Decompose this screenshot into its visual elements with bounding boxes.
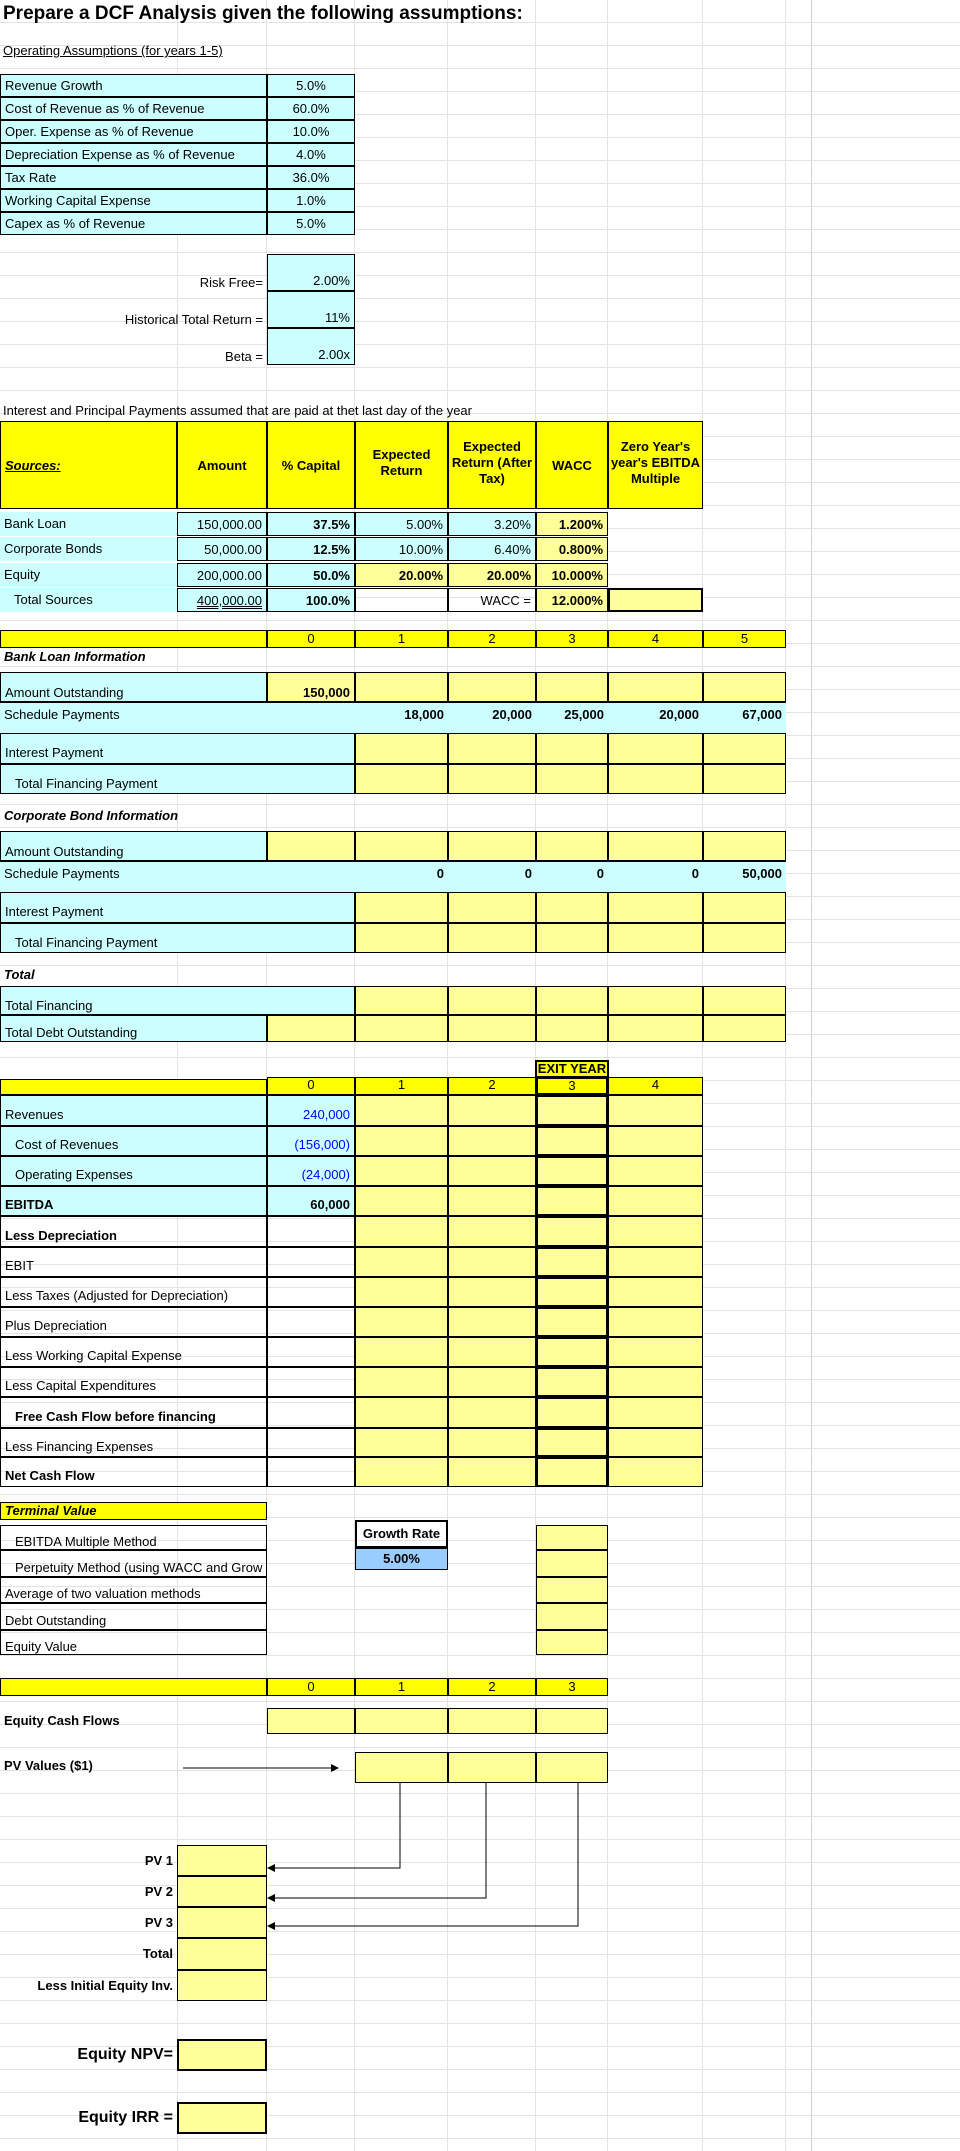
wacc-total-label: WACC =: [448, 588, 536, 612]
op-assumption-label: Tax Rate: [0, 166, 267, 189]
total-debt-label: Total Debt Outstanding: [0, 1015, 267, 1042]
source-pct-capital[interactable]: 12.5%: [267, 537, 355, 561]
op-assumption-label: Cost of Revenue as % of Revenue: [0, 97, 267, 120]
pct-capital-header: % Capital: [267, 421, 355, 509]
bond-total-label: Total Financing Payment: [0, 923, 355, 953]
bond-sched-payment[interactable]: 0: [536, 861, 608, 892]
cf-year-header-3: 3: [536, 1077, 608, 1095]
cf-row-label: EBITDA: [0, 1186, 267, 1216]
op-assumption-value[interactable]: 1.0%: [267, 189, 355, 212]
cf-row-label: Net Cash Flow: [0, 1457, 267, 1487]
source-pct-capital[interactable]: 37.5%: [267, 512, 355, 536]
cf-year-header-0: 0: [267, 1077, 355, 1095]
source-wacc[interactable]: 0.800%: [536, 537, 608, 561]
cf-row-label: Operating Expenses: [0, 1156, 267, 1186]
cf-row-label: Cost of Revenues: [0, 1126, 267, 1156]
op-assumptions-heading: Operating Assumptions (for years 1-5): [3, 43, 223, 58]
bank-sched-payment[interactable]: 18,000: [355, 702, 448, 733]
bank-sched-payment[interactable]: 20,000: [608, 702, 703, 733]
sources-header: Sources:: [0, 421, 177, 509]
risk-free-value[interactable]: 2.00%: [267, 254, 355, 291]
terminal-row-label: Perpetuity Method (using WACC and Grow: [0, 1550, 267, 1577]
equity-irr-label: Equity IRR =: [78, 2109, 173, 2126]
op-assumption-label: Working Capital Expense: [0, 189, 267, 212]
source-label: Corporate Bonds: [0, 537, 177, 561]
year-header-1: 1: [355, 630, 448, 648]
cf-year-header-2: 2: [448, 1077, 536, 1095]
total-sources-label: Total Sources: [0, 588, 177, 612]
equity-year-header-2: 2: [448, 1678, 536, 1696]
beta-label: Beta =: [225, 349, 263, 364]
expected-return-after-tax-header: Expected Return (After Tax): [448, 421, 536, 509]
cf-row-label: Less Taxes (Adjusted for Depreciation): [0, 1277, 267, 1307]
total-sources-amount[interactable]: 400,000.00: [177, 588, 267, 612]
cf-row-label: Less Working Capital Expense: [0, 1337, 267, 1367]
totals-heading: Total: [4, 967, 35, 982]
bank-total-label: Total Financing Payment: [0, 764, 355, 794]
historical-return-value[interactable]: 11%: [267, 291, 355, 328]
sheet-title: Prepare a DCF Analysis given the following assumptions:: [3, 3, 523, 24]
cf-year0-value[interactable]: 240,000: [267, 1095, 355, 1126]
pv3-arrow: [268, 1783, 578, 1926]
source-label: Bank Loan: [0, 512, 177, 536]
source-expected-return[interactable]: 5.00%: [355, 512, 448, 536]
total-financing-label: Total Financing: [0, 986, 355, 1015]
historical-return-label: Historical Total Return =: [124, 312, 263, 327]
op-assumption-value[interactable]: 36.0%: [267, 166, 355, 189]
bank-interest-label: Interest Payment: [0, 733, 355, 764]
pv-row-label: Total: [142, 1946, 173, 1961]
cf-year-header-1: 1: [355, 1077, 448, 1095]
op-assumption-label: Oper. Expense as % of Revenue: [0, 120, 267, 143]
expected-return-header: Expected Return: [355, 421, 448, 509]
bank-sched-payment[interactable]: 25,000: [536, 702, 608, 733]
cf-row-label: Plus Depreciation: [0, 1307, 267, 1337]
bank-amount-label: Amount Outstanding: [0, 672, 267, 702]
cf-year-header-4: 4: [608, 1077, 703, 1095]
interest-note: Interest and Principal Payments assumed that are paid at thet last day of the year: [3, 403, 472, 418]
total-pct-capital[interactable]: 100.0%: [267, 588, 355, 612]
cf-year0-value[interactable]: 60,000: [267, 1186, 355, 1216]
bond-sched-payment[interactable]: 50,000: [703, 861, 786, 892]
terminal-row-label: Equity Value: [0, 1630, 267, 1655]
bond-sched-label: Schedule Payments: [0, 861, 355, 892]
op-assumption-label: Depreciation Expense as % of Revenue: [0, 143, 267, 166]
pv2-arrow: [268, 1783, 486, 1898]
equity-year-header-0: 0: [267, 1678, 355, 1696]
equity-npv-label: Equity NPV=: [77, 2046, 173, 2063]
equity-year-header-1: 1: [355, 1678, 448, 1696]
growth-rate-value[interactable]: 5.00%: [355, 1548, 448, 1570]
bank-amount-0[interactable]: 150,000: [267, 672, 355, 702]
wacc-total-value[interactable]: 12.000%: [536, 588, 608, 612]
cf-row-label: Less Depreciation: [0, 1216, 267, 1247]
terminal-row-label: Average of two valuation methods: [0, 1577, 267, 1603]
cf-year0-value[interactable]: (156,000): [267, 1126, 355, 1156]
pv1-arrow: [268, 1783, 400, 1868]
year-header-5: 5: [703, 630, 786, 648]
bond-interest-label: Interest Payment: [0, 892, 355, 923]
source-amount[interactable]: 150,000.00: [177, 512, 267, 536]
beta-value[interactable]: 2.00x: [267, 328, 355, 365]
source-amount[interactable]: 200,000.00: [177, 563, 267, 587]
bank-heading: Bank Loan Information: [4, 649, 146, 664]
cf-row-label: Revenues: [0, 1095, 267, 1126]
cf-row-label: EBIT: [0, 1247, 267, 1277]
source-pct-capital[interactable]: 50.0%: [267, 563, 355, 587]
pv-row-label: PV 1: [144, 1853, 173, 1868]
year-header-0: 0: [267, 630, 355, 648]
year-header-4: 4: [608, 630, 703, 648]
source-wacc[interactable]: 1.200%: [536, 512, 608, 536]
bond-heading: Corporate Bond Information: [4, 808, 179, 823]
year-header-3: 3: [536, 630, 608, 648]
source-expected-return[interactable]: 20.00%: [355, 563, 448, 587]
bank-sched-label: Schedule Payments: [0, 702, 355, 733]
year-header-2: 2: [448, 630, 536, 648]
cf-year0-value[interactable]: (24,000): [267, 1156, 355, 1186]
bond-sched-payment[interactable]: 0: [448, 861, 536, 892]
terminal-row-label: Debt Outstanding: [0, 1603, 267, 1630]
source-return-after-tax[interactable]: 3.20%: [448, 512, 536, 536]
op-assumption-value[interactable]: 10.0%: [267, 120, 355, 143]
equity-cash-flows-label: Equity Cash Flows: [4, 1713, 120, 1728]
source-amount[interactable]: 50,000.00: [177, 537, 267, 561]
growth-rate-label: Growth Rate: [355, 1520, 448, 1548]
pv-row-label: PV 3: [144, 1915, 173, 1930]
op-assumption-value[interactable]: 5.0%: [267, 212, 355, 235]
bond-sched-payment[interactable]: 0: [355, 861, 448, 892]
op-assumption-label: Capex as % of Revenue: [0, 212, 267, 235]
bank-sched-payment[interactable]: 20,000: [448, 702, 536, 733]
op-assumption-value[interactable]: 5.0%: [267, 74, 355, 97]
terminal-row-label: EBITDA Multiple Method: [0, 1525, 267, 1550]
source-wacc[interactable]: 10.000%: [536, 563, 608, 587]
pv-row-label: PV 2: [144, 1884, 173, 1899]
op-assumption-value[interactable]: 4.0%: [267, 143, 355, 166]
bank-sched-payment[interactable]: 67,000: [703, 702, 786, 733]
amount-header: Amount: [177, 421, 267, 509]
op-assumption-label: Revenue Growth: [0, 74, 267, 97]
source-return-after-tax[interactable]: 6.40%: [448, 537, 536, 561]
op-assumption-value[interactable]: 60.0%: [267, 97, 355, 120]
cf-row-label: Less Capital Expenditures: [0, 1367, 267, 1397]
terminal-heading: Terminal Value: [0, 1502, 267, 1520]
source-return-after-tax[interactable]: 20.00%: [448, 563, 536, 587]
risk-free-label: Risk Free=: [199, 275, 263, 290]
source-expected-return[interactable]: 10.00%: [355, 537, 448, 561]
bond-sched-payment[interactable]: 0: [608, 861, 703, 892]
source-label: Equity: [0, 563, 177, 587]
exit-year-label: EXIT YEAR: [535, 1060, 609, 1078]
wacc-header: WACC: [536, 421, 608, 509]
ebitda-multiple-header: Zero Year's year's EBITDA Multiple: [608, 421, 703, 509]
equity-year-header-3: 3: [536, 1678, 608, 1696]
pv-row-label: Less Initial Equity Inv.: [37, 1978, 173, 1993]
bond-amount-label: Amount Outstanding: [0, 831, 267, 861]
pv-values-label: PV Values ($1): [4, 1758, 93, 1773]
cf-row-label: Less Financing Expenses: [0, 1428, 267, 1457]
cf-row-label: Free Cash Flow before financing: [0, 1397, 267, 1428]
